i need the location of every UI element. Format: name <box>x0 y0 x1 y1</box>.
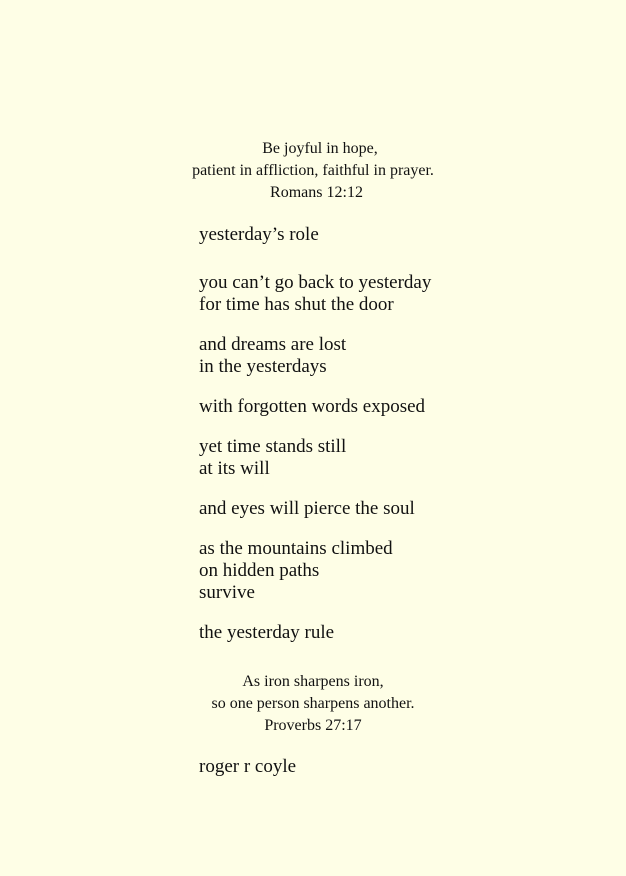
poem-stanza <box>199 436 346 480</box>
poem-line: as the mountains climbed <box>199 538 393 559</box>
poem-line: survive <box>199 582 255 603</box>
verse-line: Be joyful in hope, <box>262 140 378 157</box>
poem-line: for time has shut the door <box>199 294 394 315</box>
poem-title: yesterday’s role <box>199 224 319 245</box>
poem-stanza <box>199 396 425 418</box>
author-name: roger r coyle <box>199 756 297 777</box>
verse-reference: Proverbs 27:17 <box>264 717 362 734</box>
verse-reference: Romans 12:12 <box>270 184 363 201</box>
poem-line: the yesterday rule <box>199 622 335 643</box>
poem-line: you can’t go back to yesterday <box>199 272 432 293</box>
poem-stanza <box>199 498 415 520</box>
closing-verse <box>0 671 626 737</box>
poem-line: at its will <box>199 458 270 479</box>
poem-line: with forgotten words exposed <box>199 396 426 417</box>
verse-line: so one person sharpens another. <box>211 695 415 712</box>
poem-line: on hidden paths <box>199 560 320 581</box>
poem-stanza <box>199 272 431 316</box>
verse-line: patient in affliction, faithful in prayer. <box>192 162 434 179</box>
poem-line: in the yesterdays <box>199 356 327 377</box>
verse-line: As iron sharpens iron, <box>242 673 384 690</box>
poem-stanza <box>199 334 346 378</box>
poem-line: and dreams are lost <box>199 334 347 355</box>
poem-line: and eyes will pierce the soul <box>199 498 415 519</box>
poem-stanza <box>199 538 393 604</box>
opening-verse <box>0 138 626 204</box>
poem-stanza <box>199 622 334 644</box>
poem-line: yet time stands still <box>199 436 347 457</box>
